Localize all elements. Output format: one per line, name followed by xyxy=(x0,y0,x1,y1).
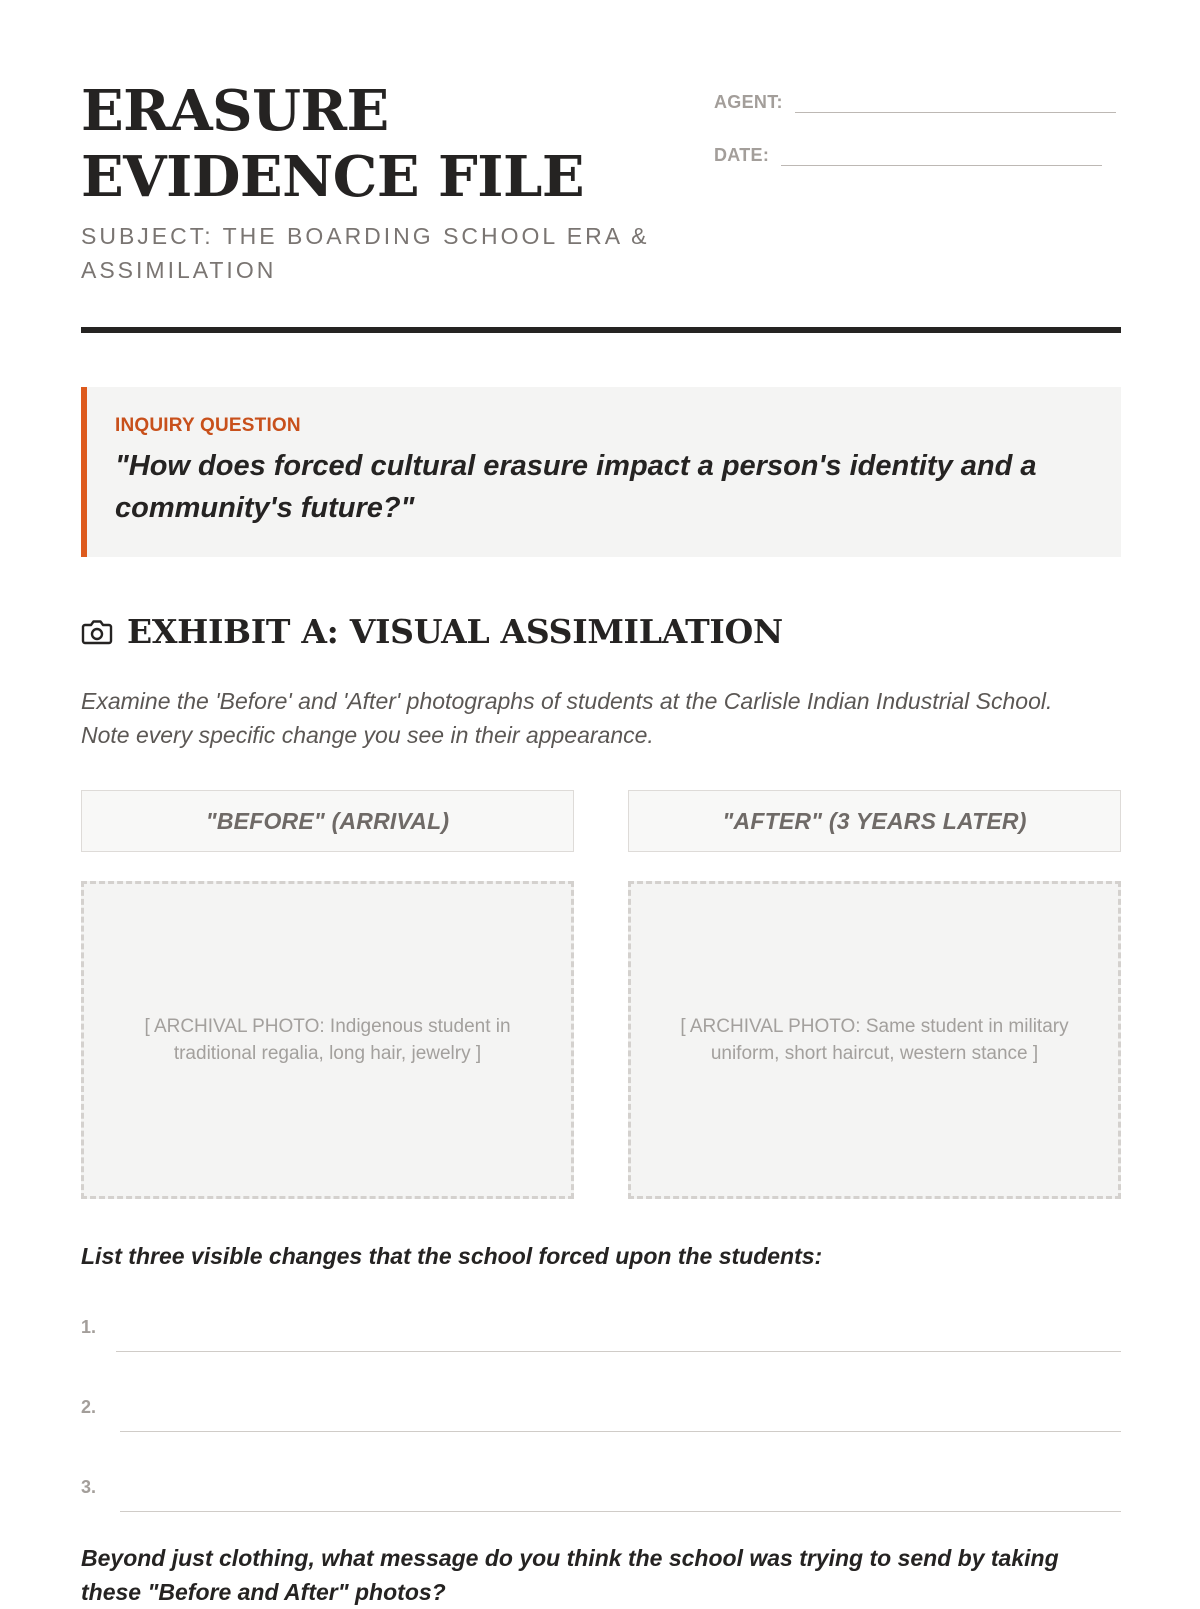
answer-number: 3. xyxy=(81,1477,97,1497)
exhibit-description: Examine the 'Before' and 'After' photographs of students at the Carlisle Indian Industrial School. Note every specific change you see in their appearance. xyxy=(81,688,1053,748)
answer-line-1[interactable] xyxy=(116,1351,1121,1352)
answer-row-1 xyxy=(81,1317,1121,1357)
message-prompt: Beyond just clothing, what message do you think the school was trying to send by taking these "Before and After" photos? xyxy=(81,1545,1059,1605)
changes-prompt: List three visible changes that the school forced upon the students: xyxy=(81,1243,823,1269)
agent-label: AGENT: xyxy=(714,92,783,112)
date-input-line[interactable] xyxy=(781,141,1102,166)
answer-row-2 xyxy=(81,1397,1121,1437)
answer-row-3 xyxy=(81,1477,1121,1517)
answer-number: 2. xyxy=(81,1397,97,1417)
answer-line-3[interactable] xyxy=(120,1511,1121,1512)
before-photo-placeholder: [ ARCHIVAL PHOTO: Indigenous student in traditional regalia, long hair, jewelry ] xyxy=(81,881,574,1199)
date-label: DATE: xyxy=(714,145,770,165)
after-photo-placeholder: [ ARCHIVAL PHOTO: Same student in military uniform, short haircut, western stance ] xyxy=(628,881,1121,1199)
answer-line-2[interactable] xyxy=(120,1431,1121,1432)
page-title: ERASURE EVIDENCE FILE xyxy=(81,78,585,210)
after-column-header: "AFTER" (3 YEARS LATER) xyxy=(628,790,1121,852)
answer-number: 1. xyxy=(81,1317,97,1337)
inquiry-question: "How does forced cultural erasure impact a person's identity and a community's future?" xyxy=(115,450,1037,524)
inquiry-box xyxy=(81,387,1121,557)
date-field xyxy=(714,141,1102,166)
before-column-header: "BEFORE" (ARRIVAL) xyxy=(81,790,574,852)
camera-icon xyxy=(81,618,113,646)
exhibit-header xyxy=(81,612,783,651)
header-divider xyxy=(81,327,1121,333)
agent-field xyxy=(714,88,1116,113)
exhibit-title: EXHIBIT A: VISUAL ASSIMILATION xyxy=(127,612,783,651)
inquiry-label: INQUIRY QUESTION xyxy=(115,415,301,436)
agent-input-line[interactable] xyxy=(795,88,1116,113)
page-subject: SUBJECT: THE BOARDING SCHOOL ERA & ASSIMILATION xyxy=(81,223,650,283)
